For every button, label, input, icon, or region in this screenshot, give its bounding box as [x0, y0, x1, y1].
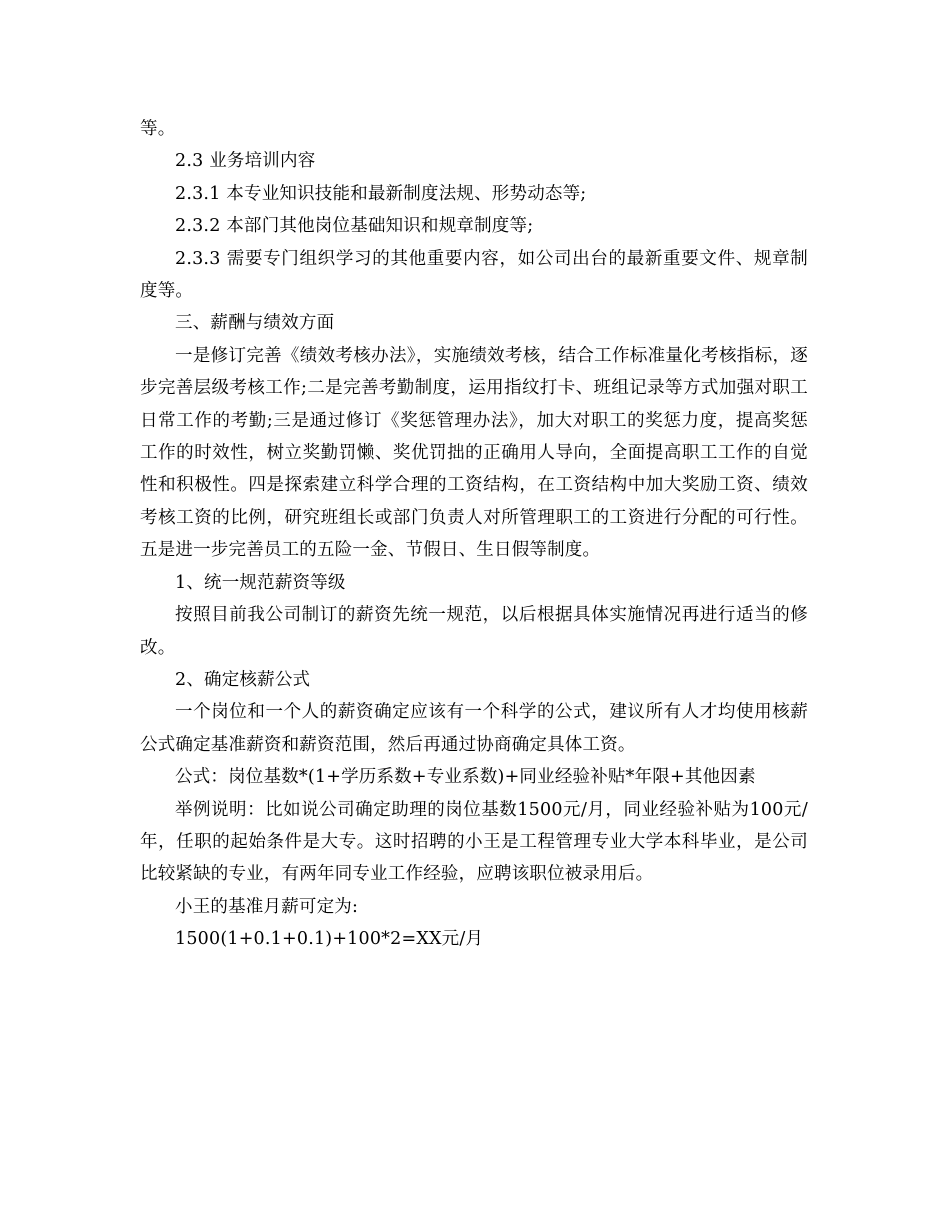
item-2-3-1: 2.3.1 本专业知识技能和最新制度法规、形势动态等;	[175, 183, 587, 204]
formula-example-calculation: 1500(1+0.1+0.1)+100*2=XX元/月	[175, 929, 484, 950]
document-body	[140, 113, 808, 956]
paragraph-continuation: 等。	[140, 119, 176, 139]
paragraph-salary-grade: 按照目前我公司制订的薪资先统一规范，以后根据具体实施情况再进行适当的修改。	[140, 605, 808, 658]
paragraph-salary-performance: 一是修订完善《绩效考核办法》，实施绩效考核，结合工作标准量化考核指标，逐步完善层级考核工作;二是完善考勤制度，运用指纹打卡、班组记录等方式加强对职工日常工作的考勤;三是通过修订《奖惩管理办法》，加大对职工的奖惩力度，提高奖惩工作的时效性，树立奖勤罚懒、奖优罚拙的正确用人导向，全面提高职工工作的自觉性和积极性。四是探索建立科学合理的工资结构，在工资结构中加大奖励工资、绩效考核工资的比例，研究班组长或部门负责人对所管理职工的工资进行分配的可行性。五是进一步完善员工的五险一金、节假日、生日假等制度。	[140, 345, 808, 561]
item-2-3-2: 2.3.2 本部门其他岗位基础知识和规章制度等;	[175, 216, 534, 237]
paragraph-example: 举例说明：比如说公司确定助理的岗位基数1500元/月，同业经验补贴为100元/年，任职的起始条件是大专。这时招聘的小王是工程管理专业大学本科毕业，是公司比较紧缺的专业，有两年同专业工作经验，应聘该职位被录用后。	[140, 799, 808, 885]
paragraph-example-result-label: 小王的基准月薪可定为:	[175, 896, 359, 917]
subheading-salary-grade: 1、统一规范薪资等级	[175, 572, 346, 593]
heading-2-3: 2.3 业务培训内容	[175, 151, 316, 172]
paragraph-salary-formula: 一个岗位和一个人的薪资确定应该有一个科学的公式，建议所有人才均使用核薪公式确定基准薪资和薪资范围，然后再通过协商确定具体工资。	[140, 702, 808, 755]
subheading-salary-formula: 2、确定核薪公式	[175, 669, 311, 690]
section-heading-salary: 三、薪酬与绩效方面	[175, 313, 335, 334]
formula-line: 公式：岗位基数*(1+学历系数+专业系数)+同业经验补贴*年限+其他因素	[175, 767, 756, 788]
item-2-3-3: 2.3.3 需要专门组织学习的其他重要内容，如公司出台的最新重要文件、规章制度等。	[140, 248, 808, 302]
